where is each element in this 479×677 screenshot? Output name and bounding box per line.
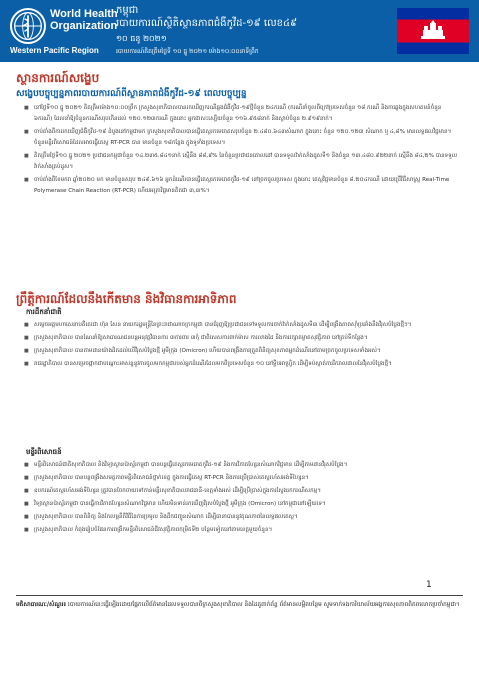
list-item: ■ ចាប់តាំងពីខែមករា ឆ្នាំ២០២០ មក មានចំនួនសរុប ២៤៩.៦១៦ អ្នកដំណើរបានធ្វើតេស្តរកមេរោគកូវីដ-១៩ នៅច្រកចូលប្រទេស ក្នុងនោះ តេស្តវិជ្ជមានចំនួន ៨.២០៤ករណី ដោយប្រើវិធីសាស្ត្រ Real-Time Polymerase Chain Reaction (RT-PCR) ហើយអត្រាវិជ្ជមានគិតជា ៣,៣%។ — [24, 175, 459, 197]
list-item: ■ នៅថ្ងៃទី១០ ធ្នូ ២០២១ គិតត្រឹមម៉ោង១០:០០ព្រឹក ក្រសួងសុខាភិបាលបានរកឃើញករណីឆ្លងជំងឺកូវីដ-១៩ថ្មីចំនួន ២៤ករណី (ករណីនាំចូលពីក្រៅប្រទេសចំនួន ១៨ ករណី និងការឆ្លងក្នុងសហគមន៍ចំនួន ៦ករណី) ដែលនាំឱ្យចំនួនករណីសរុបកើនដល់ ១២០.១២៣ករណី ក្នុងនោះ អ្នកជាសះស្បើយចំនួន ១១៦.៩៥៨នាក់ និងស្លាប់ចំនួន ២.៩១៩នាក់។ — [24, 103, 459, 125]
who-org-name — [50, 8, 118, 32]
list-item: ■ មន្ទីរពិសោធន៍ជាតិសុខាភិបាល និងវិទ្យាស្ថានប៉ាស្ទ័រកម្ពុជា បានបន្តធ្វើតេស្តរកមេរោគកូវីដ-១៩ និងការវិភាគហ្សែនសំណាកវិជ្ជមាន ដើម្បីតាមដានវីរុសបំប្លែង។ — [24, 460, 459, 471]
list-item: ■ ក្រសួងសុខាភិបាល បានពិនិត្យ និងកែលម្អនីតិវិធីនៃការប្រមូល និងដឹកជញ្ជូនសំណាក ដើម្បីធានាបាននូវគុណភាពនៃលទ្ធផលតេស្ត។ — [24, 512, 459, 523]
who-org-line1: World Health — [50, 8, 118, 20]
report-date: ១០ ធនូ ២០២១ — [116, 34, 167, 43]
list-item: ■ ក្រសួងសុខាភិបាល កំពុងរៀបចំផែនការពង្រីកមន្ទីរពិសោធន៍ជីវសុវត្ថិភាពកម្រិតទី២ បន្ថែមទៀតនៅតាមខេត្តមួយចំនួន។ — [24, 525, 459, 536]
report-title: របាយការណ៍ស្ថិតិស្ថានភាពជំងឺកូវីដ-១៩ លេខ៤៩ — [116, 18, 298, 29]
list-item: ■ ចាប់តាំងពីការរកឃើញជំងឺកូវីដ-១៩ ដំបូងនៅកម្ពុជាមក ក្រសួងសុខាភិបាលបានធ្វើតេស្តរកមេរោគសរុបចំនួន ២.៤៨០.៦៤៣សំណាក ក្នុងនោះ ចំនួន ១២០.១២៣ សំណាក ឬ ៤,៨% មានលទ្ធផលវិជ្ជមាន។ ចំនួនមន្ទីរពិសោធន៍ដែលអាចធ្វើតេស្ត RT-PCR បាន មានចំនួន ១៨កន្លែង ក្នុងទូទាំងប្រទេស។ — [24, 127, 459, 149]
list-item: ■ រាជរដ្ឋាភិបាល បានសម្រេចផ្អាកជាបណ្តោះអាសន្ននូវការចូលមកកម្ពុជារបស់អ្នកដំណើរដែលមកពីប្រទេសចំនួន ១០ នៅទ្វីបអាហ្វ្រិក ដើម្បីទប់ស្កាត់ការរីករាលដាលនៃវីរុសបំប្លែងថ្មី។ — [24, 359, 459, 370]
report-header — [0, 0, 479, 62]
list-item: ■ ក្រសួងសុខាភិបាល បានតាមដានយ៉ាងដិតដល់លើវីរុសបំប្លែងថ្មី អូមីក្រុង (Omicron) ហើយបានពង្រឹងការត្រួតពិនិត្យសុខភាពអ្នកដំណើរនៅតាមច្រកចូលប្រទេសទាំងអស់។ — [24, 346, 459, 357]
country-name: កម្ពុជា — [116, 5, 139, 16]
page-number: 1 — [426, 580, 432, 590]
who-org-line2: Organization — [50, 20, 118, 32]
footer-divider — [16, 595, 463, 596]
cambodia-flag-icon — [397, 8, 469, 54]
leadership-list — [24, 320, 459, 372]
list-item: ■ ក្រសួងសុខាភិបាល បានបន្តពង្រឹងសមត្ថភាពមន្ទីរពិសោធន៍ថ្នាក់ខេត្ត ក្នុងការធ្វើតេស្ត RT-PCR និងការប្រើប្រាស់តេស្តរហ័សអង់ទីហ្សែន។ — [24, 473, 459, 484]
leadership-label: ការដឹកនាំជាតិ — [26, 308, 62, 316]
lab-label: មន្ទីរពិសោធន៍ — [26, 448, 62, 456]
list-item: ■ វិទ្យាស្ថានប៉ាស្ទ័រកម្ពុជា បានធ្វើការវិភាគហ្សែនសំណាកវិជ្ជមាន ហើយមិនទាន់រកឃើញវីរុសបំប្លែងថ្មី អូមីក្រុង (Omicron) នៅកម្ពុជានៅឡើយទេ។ — [24, 499, 459, 510]
report-subtitle: របាយការណ៍គិតត្រឹមថ្ងៃទី ១០ ធ្នូ ២០២១ ម៉ោង១០:០០នាទីព្រឹក — [116, 48, 259, 55]
who-logo — [10, 6, 118, 56]
who-region-name: Western Pacific Region — [10, 46, 99, 55]
situation-title: ស្ថានការណ៍សង្ខេប — [16, 71, 100, 85]
events-title: ព្រឹត្តិការណ៍ដែលនឹងកើតមាន និងវិធានការអាទិភាព — [16, 292, 237, 306]
footer-note — [16, 600, 463, 611]
list-item: ■ ឧបករណ៍តេស្តរហ័សអង់ទីហ្សែន ត្រូវបានចែកចាយទៅកាន់មន្ទីរសុខាភិបាលរាជធានី-ខេត្តទាំងអស់ ដើម្បីប្រើប្រាស់ក្នុងការស្វែងរកករណីសកម្ម។ — [24, 486, 459, 497]
list-item: ■ គិតត្រឹមថ្ងៃទី១០ ធ្នូ ២០២១ ប្រជាជនកម្ពុជាចំនួន ១៤.២៣៥.៨៤១នាក់ ស្មើនឹង ៨៨,៩% នៃចំនួនប្រជាជនគោលដៅ បានទទួលវ៉ាក់សាំងដូសទី១ និងចំនួន ១៣.៤៨០.៩២២នាក់ ស្មើនឹង ៨៤,២% បានទទួលវ៉ាក់សាំងគ្រប់ដូស។ — [24, 151, 459, 173]
list-item: ■ ក្រសួងសុខាភិបាល បានណែនាំឱ្យសាធារណជនបន្តអនុវត្តវិធានការ ៣ការពារ ៣កុំ ជាពិសេសការពាក់ម៉ាស ការលាងដៃ និងការរក្សាគម្លាតសុវត្ថិភាព នៅគ្រប់ទីកន្លែង។ — [24, 333, 459, 344]
situation-list — [24, 103, 459, 199]
who-emblem-icon — [10, 8, 46, 44]
footer-label: មតិសាធារណៈ/សំណួរ៖ — [16, 602, 67, 608]
footer-body: របាយការណ៍នេះធ្វើឡើងដោយផ្អែកលើព័ត៌មានដែលទទួលបានពីក្រសួងសុខាភិបាល និងដៃគូពាក់ព័ន្ធ ព័ត៌មានលម្អិតបន្ថែម សូមទាក់ទងការិយាល័យអង្គការសុខភាពពិភពលោកប្រចាំកម្ពុជា។ — [67, 602, 460, 608]
situation-subtitle: សង្ខេបបច្ចុប្បន្នភាពរបាយការណ៍ពីស្ថានភាពជំងឺកូវីដ-១៩ ពេលបច្ចុប្បន្ន — [16, 89, 247, 99]
list-item: ■ សម្តេចអគ្គមហាសេនាបតីតេជោ ហ៊ុន សែន នាយករដ្ឋមន្ត្រីនៃព្រះរាជាណាចក្រកម្ពុជា បានជំរុញឱ្យប្រជាជនទៅទទួលការចាក់វ៉ាក់សាំងដូសទី៣ ដើម្បីពង្រឹងភាពស៊ាំប្រឆាំងនឹងវីរុសបំប្លែងថ្មីៗ។ — [24, 320, 459, 331]
lab-list — [24, 460, 459, 538]
